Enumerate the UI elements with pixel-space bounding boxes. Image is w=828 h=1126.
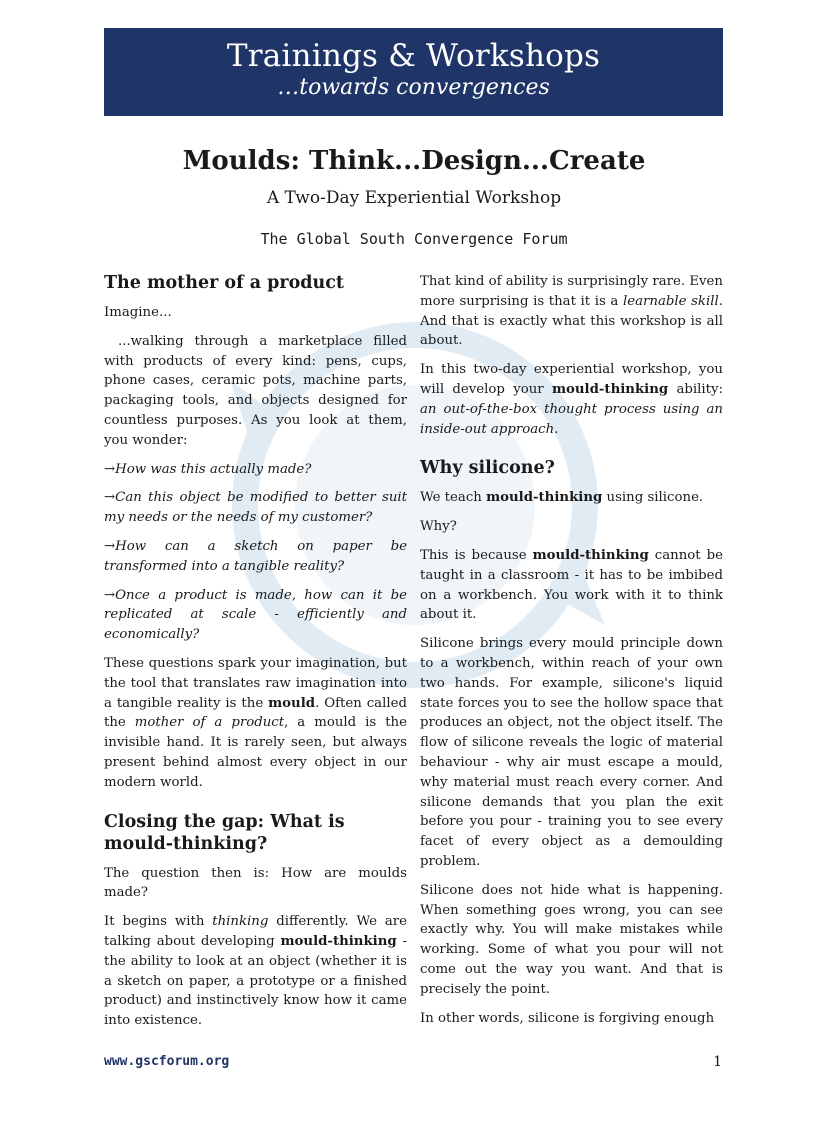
text-run: This is because — [420, 547, 533, 563]
text-run: In this two-day experiential workshop, you will develop your — [420, 362, 723, 397]
text-bold-mould-thinking: mould-thinking — [532, 547, 649, 563]
section-heading-closing-gap: Closing the gap: What is mould-thinking? — [104, 811, 345, 854]
text-bold-mould-thinking: mould-thinking — [486, 490, 603, 506]
paragraph-because — [420, 546, 723, 625]
text-run: . And that is exactly what this workshop is all about. — [420, 293, 723, 349]
text-bold-mould: mould — [268, 695, 316, 711]
text-run: It begins with — [104, 914, 213, 930]
paragraph-workshop — [420, 360, 723, 439]
paragraph-marketplace: ...walking through a marketplace filled with products of every kind: pens, cups, phone cases, ceramic pots, machine parts, packaging tools, and objects designed for countless purposes. As you look at them, you wonder: — [104, 333, 407, 448]
paragraph-silicone-hide: Silicone does not hide what is happening. When something goes wrong, you can see exactly why. You will make mistakes while working. Some of what you pour will not come out the way you want. And that is precisely the point. — [420, 882, 723, 997]
right-column — [420, 272, 723, 1037]
paragraph-silicone-principles: Silicone brings every mould principle down to a workbench, within reach of your own two hands. For example, silicone's liquid state forces you to see the hollow space that produces an object, not the object itself. The flow of silicone reveals the logic of material behaviour - why air must escape a mould, why material must reach every corner. And silicone demands that you plan the exit before you pour - training you to see every facet of every object as a demoulding problem. — [420, 636, 723, 869]
question-3: →How can a sketch on paper be transformed into a tangible reality? — [104, 538, 407, 574]
text-run: using silicone. — [602, 490, 704, 506]
banner-title: Trainings & Workshops — [226, 38, 601, 74]
paragraph-forgiving: In other words, silicone is forgiving enough — [420, 1010, 715, 1026]
footer-url[interactable]: www.gscforum.org — [104, 1054, 230, 1069]
question-1: →How was this actually made? — [104, 461, 312, 477]
document-subtitle: A Two-Day Experiential Workshop — [266, 188, 562, 208]
text-run: That kind of ability is surprisingly rare. Even more surprising is that it is a — [420, 274, 723, 309]
question-4: →Once a product is made, how can it be replicated at scale - efficiently and economically? — [104, 587, 407, 643]
text-italic-approach: an out-of-the-box thought process using an inside-out approach. — [420, 401, 723, 437]
page-number: 1 — [713, 1054, 722, 1070]
organization-name: The Global South Convergence Forum — [260, 230, 568, 248]
paragraph-question: The question then is: How are moulds made? — [104, 865, 407, 901]
text-run: , a mould is the invisible hand. It is rarely seen, but always present behind almost every object in our modern world. — [104, 715, 407, 790]
section-heading-mother: The mother of a product — [104, 273, 344, 293]
text-run: ability: — [668, 381, 723, 397]
left-column — [104, 272, 407, 1040]
text-bold-mould-thinking: mould-thinking — [280, 933, 397, 949]
question-2: →Can this object be modified to better suit my needs or the needs of my customer? — [104, 490, 407, 526]
text-run: . Often called the — [104, 695, 407, 731]
paragraph-ability — [420, 272, 723, 351]
section-heading-silicone: Why silicone? — [420, 458, 555, 479]
banner-subtitle: …towards convergences — [277, 75, 550, 100]
text-italic-learnable: learnable skill — [622, 293, 719, 309]
paragraph-teach — [420, 488, 723, 508]
paragraph-imagine: Imagine... — [104, 305, 172, 320]
paragraph-mould — [104, 654, 407, 793]
paragraph-why: Why? — [420, 519, 457, 535]
text-italic-mother: mother of a product — [134, 715, 285, 731]
text-run: These questions spark your imagination, but the tool that translates raw imagination into a tangible reality is the — [104, 655, 407, 711]
header-banner — [104, 28, 723, 116]
document-title: Moulds: Think...Design...Create — [182, 146, 646, 176]
paragraph-thinking — [104, 912, 407, 1031]
text-bold-mould-thinking: mould-thinking — [551, 381, 669, 397]
text-run: cannot be taught in a classroom - it has to be imbibed on a workbench. You work with it to think about it. — [420, 547, 724, 623]
text-run: - the ability to look at an object (whether it is a sketch on paper, a prototype or a finished product) and instinctively know how it came into existence. — [104, 933, 407, 1029]
text-italic-thinking: thinking — [212, 914, 269, 930]
text-run: We teach — [420, 490, 487, 506]
text-run: differently. We are talking about developing — [104, 914, 407, 949]
